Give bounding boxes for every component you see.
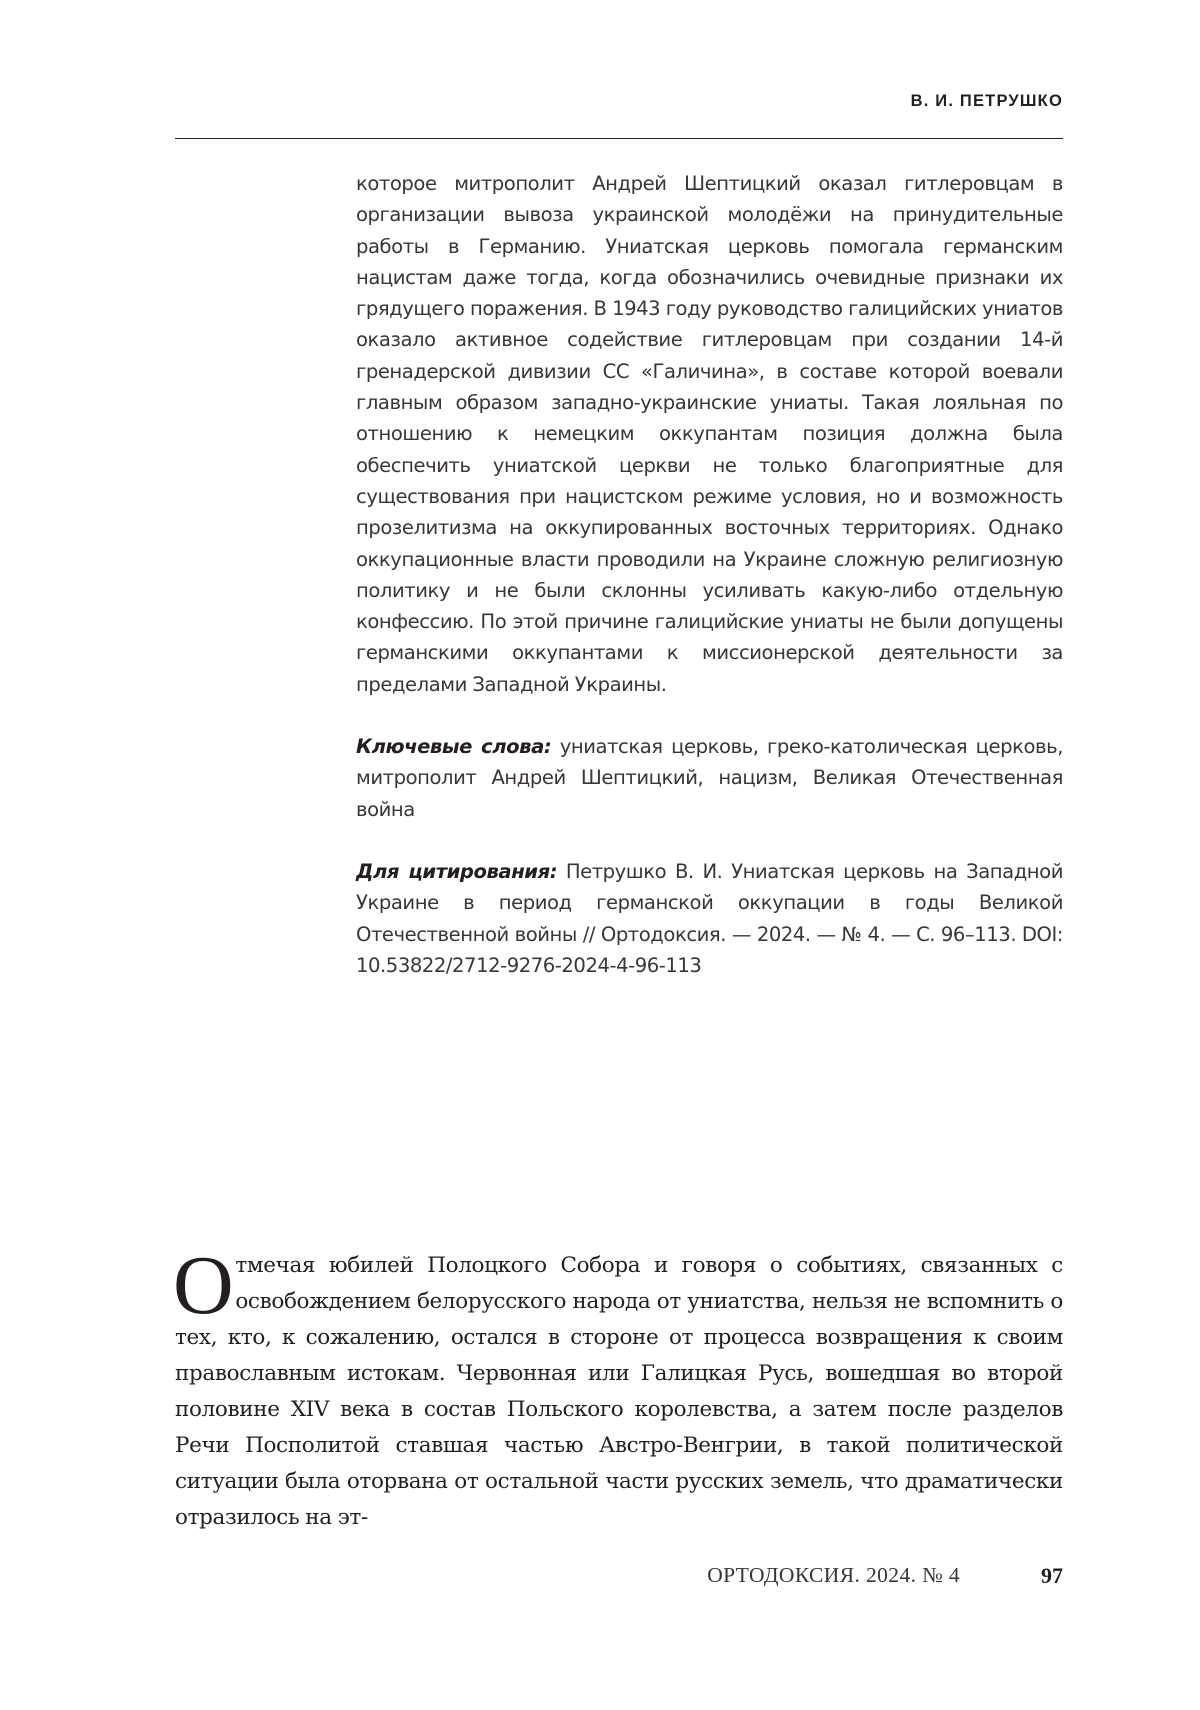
article-body [173,1239,1063,1536]
keywords-label: Ключевые слова: [356,735,552,759]
abstract-text: которое митрополит Андрей Шептицкий оказал гитлеровцам в организации вывоза украинской молодёжи на принудительные работы в Германию. Униатская церковь помогала германским нацистам даже тогда, когда обозначились очевидные признаки их грядущего поражения. В 1943 году руководство галицийских униатов оказало активное содействие гитлеровцам при создании 14-й гренадерской дивизии СС «Галичина», в составе которой воевали главным образом западно-украинские униаты. Такая лояльная по отношению к немецким оккупантам позиция должна была обеспечить униатской церкви не только благоприятные для существования при нацистском режиме условия, но и возможность прозелитизма на оккупированных восточных территориях. Однако оккупационные власти проводили на Украине сложную религиозную политику и не были склонны усиливать какую-либо отдельную конфессию. По этой причине галицийские униаты не были допущены германскими оккупантами к миссионерской деятельности за пределами Западной Украины. [356,172,1063,696]
citation-label: Для цитирования: [356,859,558,883]
running-head-author: В. И. ПЕТРУШКО [910,92,1063,110]
citation [356,856,1063,981]
page-number: 97 [1041,1563,1063,1588]
header-divider [175,138,1063,139]
body-paragraph-text: тмечая юбилей Полоцкого Собора и говоря о событиях, связанных с освобождением белорусского народа от униатства, нельзя не вспомнить о тех, кто, к сожалению, остался в стороне от процесса возвращения к своим православным истокам. Червонная или Галицкая Русь, вошедшая во второй половине XIV века в состав Польского королевства, а затем после разделов Речи Посполитой ставшая частью Австро-Венгрии, в такой политической ситуации была оторвана от остальной части русских земель, что драматически отразилось на эт- [175,1253,1063,1530]
keywords [356,731,1063,825]
abstract [356,168,1063,981]
footer-journal: ОРТОДОКСИЯ. 2024. № 4 [707,1563,960,1587]
drop-cap: О [173,1239,234,1332]
citation-text: Петрушко В. И. Униатская церковь на Западной Украине в период германской оккупации в годы Великой Отечественной войны // Ортодоксия. — 2024. — № 4. — С. 96–113. DOI: 10.53822/2712-9276-2024-4-96-113 [356,859,1063,977]
keywords-text: униатская церковь, греко-католическая церковь, митрополит Андрей Шептицкий, нацизм, Великая Отечественная война [356,735,1063,821]
body-paragraph [173,1239,1063,1536]
